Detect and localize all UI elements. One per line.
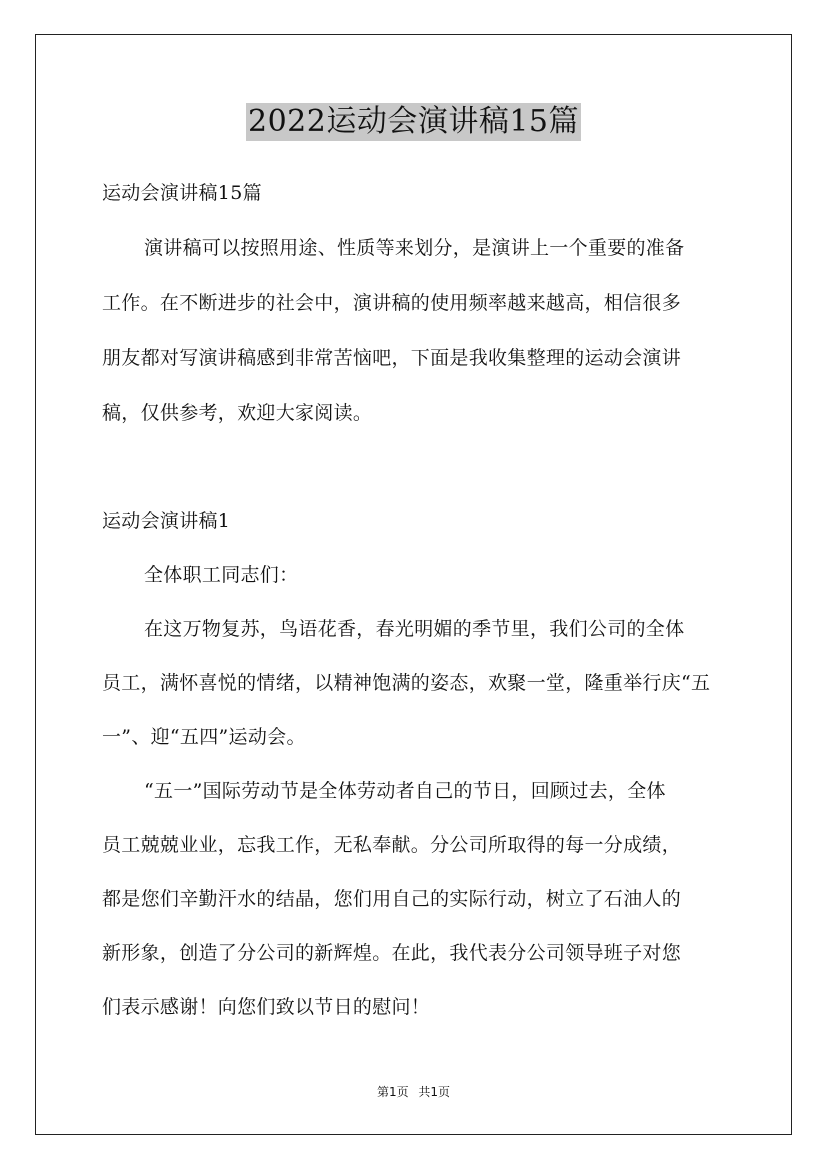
paragraph-line: 一”、迎“五四”运动会。 xyxy=(102,726,306,748)
page-number: 第1页 xyxy=(376,1085,409,1099)
section-heading: 运动会演讲稿1 xyxy=(102,510,231,532)
paragraph-line: 稿，仅供参考，欢迎大家阅读。 xyxy=(102,402,373,424)
title-container xyxy=(0,103,827,141)
paragraph-line: 工作。在不断进步的社会中，演讲稿的使用频率越来越高，相信很多 xyxy=(102,292,682,314)
document-title: 2022运动会演讲稿15篇 xyxy=(247,104,580,139)
paragraph-line: 朋友都对写演讲稿感到非常苦恼吧，下面是我收集整理的运动会演讲 xyxy=(102,347,682,369)
paragraph-line: 新形象，创造了分公司的新辉煌。在此，我代表分公司领导班子对您 xyxy=(102,942,682,964)
paragraph-line: 都是您们辛勤汗水的结晶，您们用自己的实际行动，树立了石油人的 xyxy=(102,888,682,910)
paragraph-line: “五一”国际劳动节是全体劳动者自己的节日，回顾过去，全体 xyxy=(144,780,666,802)
page-total: 共1页 xyxy=(418,1085,451,1099)
paragraph-line: 员工，满怀喜悦的情绪，以精神饱满的姿态，欢聚一堂，隆重举行庆“五 xyxy=(102,672,711,694)
salutation: 全体职工同志们： xyxy=(144,564,299,586)
paragraph-line: 演讲稿可以按照用途、性质等来划分，是演讲上一个重要的准备 xyxy=(144,237,685,259)
page-footer xyxy=(0,1083,827,1100)
paragraph-line: 在这万物复苏，鸟语花香，春光明媚的季节里，我们公司的全体 xyxy=(144,618,685,640)
paragraph-line: 们表示感谢！向您们致以节日的慰问！ xyxy=(102,996,431,1018)
paragraph-line: 员工兢兢业业，忘我工作，无私奉献。分公司所取得的每一分成绩， xyxy=(102,834,682,856)
subtitle: 运动会演讲稿15篇 xyxy=(102,182,262,204)
